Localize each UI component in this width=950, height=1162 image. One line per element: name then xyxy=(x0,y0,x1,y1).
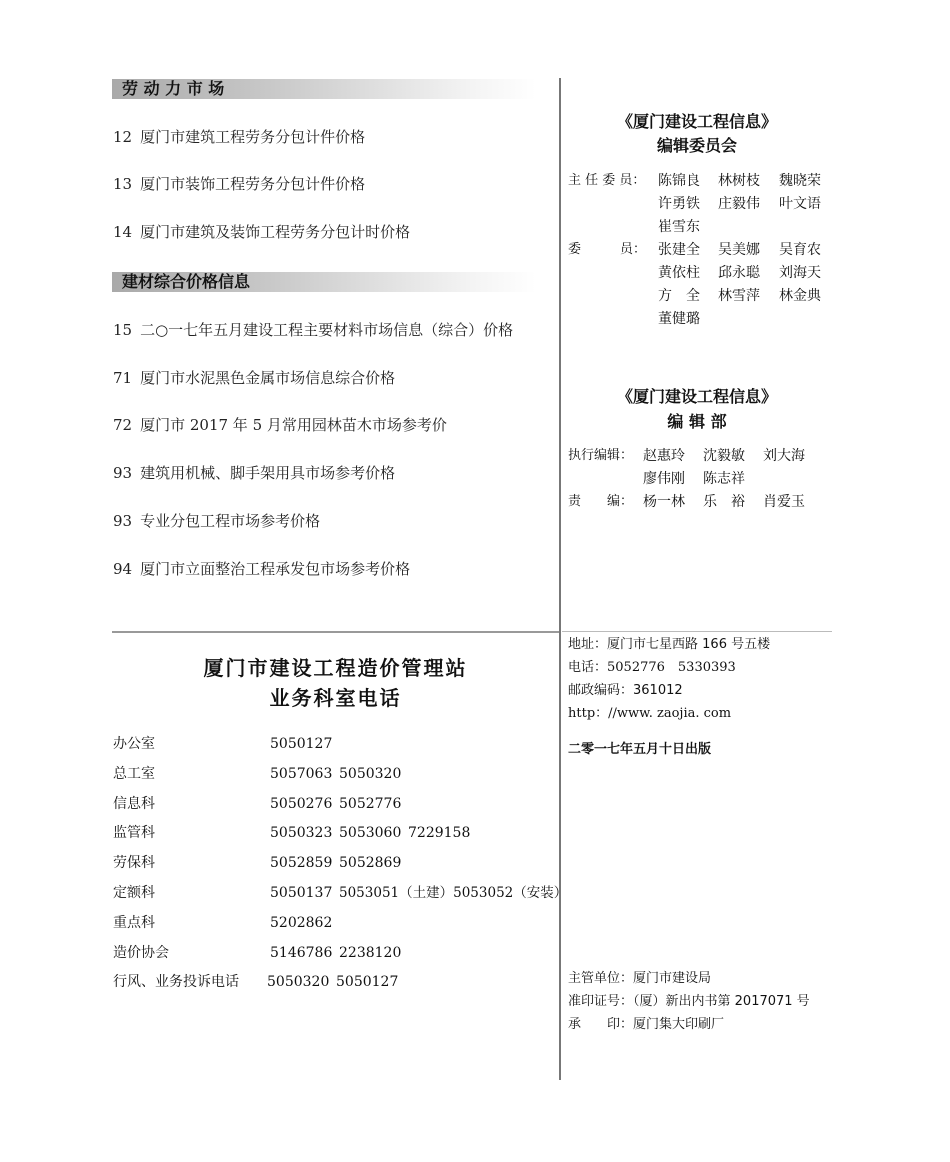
toc-page-number: 72 xyxy=(113,416,133,434)
dept-phone: 5202862 xyxy=(270,915,333,931)
editor-name: 杨一林 xyxy=(643,494,685,510)
dept-phone: 5050276 xyxy=(270,796,333,812)
toc-page-number: 13 xyxy=(113,175,133,193)
member-name: 黄依柱 xyxy=(658,265,700,281)
section-header-labor-market: 劳 动 力 市 场 xyxy=(112,79,536,99)
member-name: 陈锦良 xyxy=(658,173,700,189)
dept-phone: 5050127 xyxy=(270,736,333,752)
dept-phone: 5146786 xyxy=(270,945,333,961)
toc-page-number: 93 xyxy=(113,464,133,482)
toc-item[interactable] xyxy=(113,320,513,340)
dept-name: 行风、业务投诉电话 xyxy=(113,974,239,990)
toc-page-number: 94 xyxy=(113,560,133,578)
printer-value: 厦门集大印刷厂 xyxy=(633,1017,725,1032)
member-role-label: 委 员： xyxy=(568,242,647,257)
department-title: 编 辑 部 xyxy=(667,412,727,431)
toc-page-number: 71 xyxy=(113,369,133,387)
postcode-line xyxy=(568,681,683,701)
toc-item[interactable] xyxy=(113,174,365,194)
toc-item[interactable] xyxy=(113,415,447,435)
member-name: 庄毅伟 xyxy=(718,196,760,212)
toc-title: 厦门市建筑及装饰工程劳务分包计时价格 xyxy=(140,223,411,241)
license-label: 准印证号： xyxy=(568,994,634,1009)
member-name: 林雪萍 xyxy=(718,288,760,304)
address-value: 厦门市七星西路 166 号五楼 xyxy=(607,637,771,652)
dept-phone: 5050127 xyxy=(336,974,399,990)
member-name: 许勇铁 xyxy=(658,196,700,212)
dept-name: 监管科 xyxy=(113,825,155,841)
responsible-editor-label: 责 编： xyxy=(568,494,634,509)
directory-title-org: 厦门市建设工程造价管理站 xyxy=(203,656,468,680)
postcode-label: 邮政编码： xyxy=(568,683,634,698)
dept-phone: 5050320 xyxy=(267,974,330,990)
postcode-value: 361012 xyxy=(633,683,683,698)
committee-title-publication: 《厦门建设工程信息》 xyxy=(616,112,777,131)
member-name: 崔雪东 xyxy=(658,219,700,235)
dept-name: 重点科 xyxy=(113,915,155,931)
director-role-label: 主 任 委 员： xyxy=(568,173,646,188)
dept-phone: 5050137 xyxy=(270,885,333,901)
editor-name: 乐 裕 xyxy=(703,494,745,510)
toc-title: 专业分包工程市场参考价格 xyxy=(140,512,321,530)
dept-phone: 2238120 xyxy=(339,945,402,961)
supervisor-value: 厦门市建设局 xyxy=(633,971,712,986)
editor-name: 陈志祥 xyxy=(703,471,745,487)
editor-name: 肖爱玉 xyxy=(763,494,805,510)
license-value: （厦）新出内书第 2017071 号 xyxy=(633,994,810,1009)
dept-phone: 5053060 xyxy=(339,825,402,841)
section-divider xyxy=(112,631,559,633)
member-name: 林金典 xyxy=(779,288,821,304)
toc-item[interactable] xyxy=(113,463,395,483)
dept-name: 劳保科 xyxy=(113,855,155,871)
phone-line xyxy=(568,658,736,678)
website-url[interactable]: http：//www. zaojia. com xyxy=(568,706,732,721)
toc-title: 厦门市 2017 年 5 月常用园林苗木市场参考价 xyxy=(140,416,447,434)
website-line[interactable] xyxy=(568,704,731,724)
section-divider-right xyxy=(562,631,832,632)
member-name: 林树枝 xyxy=(718,173,760,189)
member-name: 方 全 xyxy=(658,288,700,304)
committee-title: 编辑委员会 xyxy=(656,136,737,155)
dept-phone: 5053051（土建）5053052（安装） xyxy=(339,885,568,901)
toc-item[interactable] xyxy=(113,368,395,388)
dept-name: 办公室 xyxy=(113,736,155,752)
address-line xyxy=(568,635,770,655)
member-name: 邱永聪 xyxy=(718,265,760,281)
printer-line xyxy=(568,1015,724,1035)
directory-title: 业务科室电话 xyxy=(269,686,402,710)
toc-title: 建筑用机械、脚手架用具市场参考价格 xyxy=(140,464,396,482)
dept-phone: 5057063 xyxy=(270,766,333,782)
toc-item[interactable] xyxy=(113,511,320,531)
dept-phone: 5052869 xyxy=(339,855,402,871)
toc-page-number: 12 xyxy=(113,128,133,146)
toc-title: 厦门市建筑工程劳务分包计件价格 xyxy=(140,128,366,146)
member-name: 张建全 xyxy=(658,242,700,258)
editor-name: 赵惠玲 xyxy=(643,448,685,464)
toc-page-number: 15 xyxy=(113,321,133,339)
dept-phone: 7229158 xyxy=(408,825,471,841)
dept-phone: 5052776 xyxy=(339,796,402,812)
toc-item[interactable] xyxy=(113,127,365,147)
supervisor-line xyxy=(568,969,711,989)
publish-date: 二零一七年五月十日出版 xyxy=(568,742,712,757)
dept-name: 造价协会 xyxy=(113,945,169,961)
section-header-material-prices: 建材综合价格信息 xyxy=(112,272,536,292)
toc-title: 二○一七年五月建设工程主要材料市场信息（综合）价格 xyxy=(140,321,514,339)
phone-label: 电话： xyxy=(568,660,608,675)
toc-page-number: 93 xyxy=(113,512,133,530)
member-name: 刘海天 xyxy=(779,265,821,281)
supervisor-label: 主管单位： xyxy=(568,971,634,986)
member-name: 吴育农 xyxy=(779,242,821,258)
toc-page-number: 14 xyxy=(113,223,133,241)
editor-name: 沈毅敏 xyxy=(703,448,745,464)
dept-phone: 5050320 xyxy=(339,766,402,782)
address-label: 地址： xyxy=(568,637,608,652)
member-name: 吴美娜 xyxy=(718,242,760,258)
member-name: 叶文语 xyxy=(779,196,821,212)
toc-title: 厦门市装饰工程劳务分包计件价格 xyxy=(140,175,366,193)
member-name: 董健璐 xyxy=(658,311,700,327)
member-name: 魏晓荣 xyxy=(779,173,821,189)
column-divider xyxy=(559,78,561,1080)
phone-value: 5052776 5330393 xyxy=(607,660,736,675)
printer-label: 承 印： xyxy=(568,1017,634,1032)
dept-name: 定额科 xyxy=(113,885,155,901)
dept-name: 信息科 xyxy=(113,796,155,812)
dept-phone: 5050323 xyxy=(270,825,333,841)
dept-phone: 5052859 xyxy=(270,855,333,871)
toc-title: 厦门市水泥黑色金属市场信息综合价格 xyxy=(140,369,396,387)
toc-title: 厦门市立面整治工程承发包市场参考价格 xyxy=(140,560,411,578)
toc-item[interactable] xyxy=(113,222,410,242)
editor-name: 廖伟刚 xyxy=(643,471,685,487)
toc-item[interactable] xyxy=(113,559,410,579)
dept-name: 总工室 xyxy=(113,766,155,782)
license-line xyxy=(568,992,810,1012)
editor-name: 刘大海 xyxy=(763,448,805,464)
executive-editor-label: 执行编辑： xyxy=(568,448,634,463)
department-title-publication: 《厦门建设工程信息》 xyxy=(616,387,777,406)
